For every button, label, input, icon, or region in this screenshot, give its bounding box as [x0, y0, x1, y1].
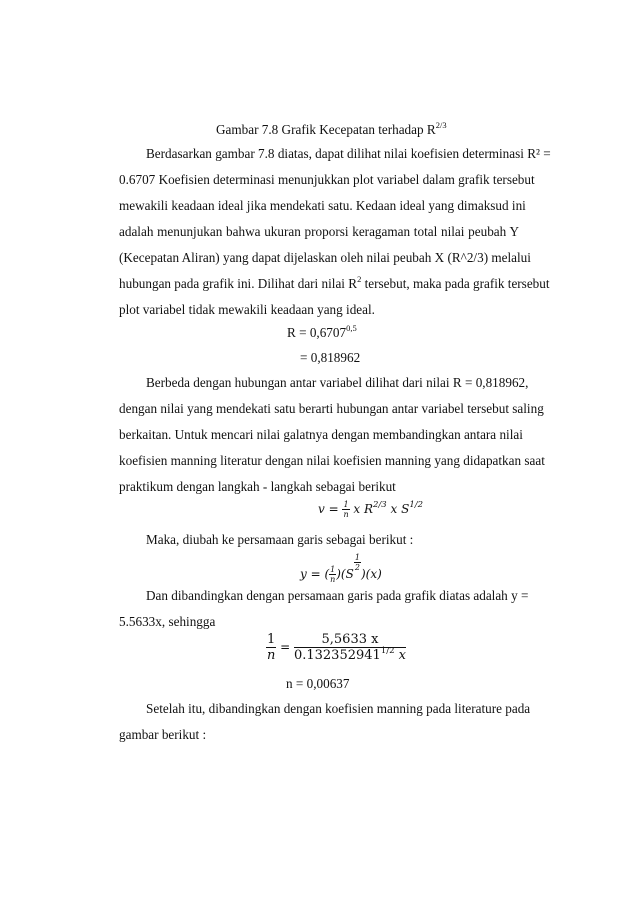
para2-line5: praktikum dengan langkah - langkah sebagai berikut	[119, 479, 396, 494]
formula-line-equation: y = ( $\frac{1}{n}$ )(S $^{\frac{1}{2}}$ )(x)	[300, 553, 382, 584]
para2-line3: berkaitan. Untuk mencari nilai galatnya dengan membandingkan antara nilai	[119, 427, 523, 442]
para3: Maka, diubah ke persamaan garis sebagai berikut :	[146, 532, 414, 547]
result-n: n = 0,00637	[286, 676, 350, 691]
formula-manning: v = $\frac{1}{n}$ x $R^{2/3}$ x $S^{1/2}$	[318, 500, 424, 519]
para5-line1: Setelah itu, dibandingkan dengan koefisien manning pada literature pada	[146, 701, 531, 716]
para1-line4: adalah menunjukan bahwa ukuran proporsi keragaman total nilai peubah Y	[119, 224, 519, 239]
equation-r: $R = 0,6707^{0,5}$	[287, 323, 357, 340]
fraction-one-over-n: $\frac{1}{n}$	[343, 500, 349, 519]
para1-line3: mewakili keadaan ideal jika mendekati satu. Kedaan ideal yang dimaksud ini	[119, 198, 526, 213]
fraction-one-over-n: $\frac{1}{n}$	[330, 565, 336, 584]
equation-r-result: = 0,818962	[300, 350, 361, 365]
fraction-one-over-n: $\frac{1}{n}$	[266, 632, 276, 663]
para1-line2: 0.6707 Koefisien determinasi menunjukkan plot variabel dalam grafik tersebut	[119, 172, 535, 187]
para1-line5: (Kecepatan Aliran) yang dapat dijelaskan oleh nilai peubah X (R^2/3) melalui	[119, 250, 531, 265]
fraction-right: $\frac{5,5633 x}{0.132352941^{1/2} x}$	[293, 632, 406, 663]
para2-line2: dengan nilai yang mendekati satu berarti hubungan antar variabel tersebut saling	[119, 401, 544, 416]
exponent-half: 1 2	[354, 553, 360, 572]
figure-caption: Gambar 7.8 Grafik Kecepatan terhadap $R^{2/3}$	[216, 120, 447, 137]
para5-line2: gambar berikut :	[119, 727, 207, 742]
para1-line6: hubungan pada grafik ini. Dilihat dari nilai $R^2$ tersebut, maka pada grafik tersebut	[119, 274, 550, 291]
para2-line4: koefisien manning literatur dengan nilai koefisien manning yang didapatkan saat	[119, 453, 545, 468]
para1-line7: plot variabel tidak mewakili keadaan yang ideal.	[119, 302, 375, 317]
para2-line1: Berbeda dengan hubungan antar variabel dilihat dari nilai R = 0,818962,	[146, 375, 529, 390]
para4-line1: Dan dibandingkan dengan persamaan garis pada grafik diatas adalah y =	[146, 588, 529, 603]
para1-line1: Berdasarkan gambar 7.8 diatas, dapat dilihat nilai koefisien determinasi R² =	[146, 146, 551, 161]
formula-n: $\frac{1}{n}$ = $\frac{5,5633 x}{0.132352941^{1/2} x}$	[266, 632, 406, 663]
para4-line2: 5.5633x, sehingga	[119, 614, 216, 629]
